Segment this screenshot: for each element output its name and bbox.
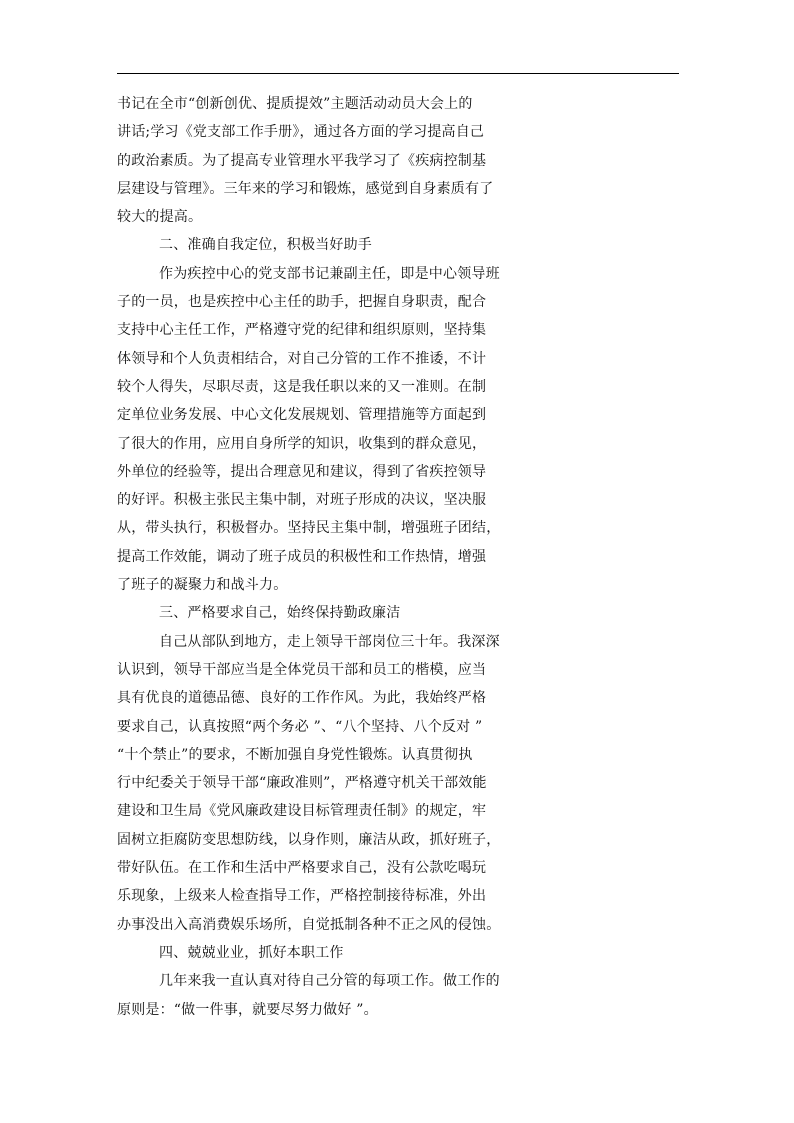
text-line: 支持中心主任工作，严格遵守党的纪律和组织原则，坚持集 [117,322,487,339]
text-line: 的好评。积极主张民主集中制，对班子形成的决议，坚决服 [117,492,487,509]
text-line: 体领导和个人负责相结合，对自己分管的工作不推诿，不计 [117,350,487,367]
text-line: 提高工作效能，调动了班子成员的积极性和工作热情，增强 [117,548,487,565]
text-line: 层建设与管理》。三年来的学习和锻炼，感觉到自身素质有了 [117,180,494,197]
text-line: 讲话;学习《党支部工作手册》，通过各方面的学习提高自己 [117,124,485,141]
text-line: 从，带头执行，积极督办。坚持民主集中制，增强班子团结， [117,520,501,537]
text-line: 书记在全市“创新创优、提质提效”主题活动动员大会上的 [117,96,473,112]
text-line: 较大的提高。 [117,209,203,226]
text-line: 固树立拒腐防变思想防线，以身作则，廉洁从政，抓好班子， [117,831,501,848]
text-line: 要求自己，认真按照“两个务必 ”、“八个坚持、八个反对 ” [117,718,483,735]
text-line: 自己从部队到地方，走上领导干部岗位三十年。我深深 [159,633,500,650]
text-line: 原则是：“做一件事，就要尽努力做好 ”。 [117,1001,378,1018]
text-line: 行中纪委关于领导干部“廉政准则”，严格遵守机关干部效能 [117,775,487,792]
text-line: 了很大的作用，应用自身所学的知识，收集到的群众意见， [117,435,487,452]
text-line: 带好队伍。在工作和生活中严格要求自己，没有公款吃喝玩 [117,860,487,877]
text-line: 子的一员，也是疾控中心主任的助手，把握自身职责，配合 [117,294,487,311]
text-line: 认识到，领导干部应当是全体党员干部和员工的楷模，应当 [117,661,487,678]
text-line: 外单位的经验等，提出合理意见和建议，得到了省疾控领导 [117,463,487,480]
text-line: 较个人得失，尽职尽责，这是我任职以来的又一准则。在制 [117,378,487,395]
text-line: 二、准确自我定位，积极当好助手 [159,237,372,254]
header-rule [117,73,679,74]
text-line: 具有优良的道德品德、良好的工作作风。为此，我始终严格 [117,690,487,707]
document-body [117,90,687,1024]
text-line: 了班子的凝聚力和战斗力。 [117,577,288,594]
text-line: 三、严格要求自己，始终保持勤政廉洁 [159,605,401,622]
text-line: “十个禁止”的要求，不断加强自身党性锻炼。认真贯彻执 [117,746,473,763]
text-line: 的政治素质。为了提高专业管理水平我学习了《疾病控制基 [117,152,487,169]
text-line: 建设和卫生局《党风廉政建设目标管理责任制》的规定，牢 [117,803,487,820]
text-line: 四、兢兢业业，抓好本职工作 [159,944,344,961]
text-line: 作为疾控中心的党支部书记兼副主任，即是中心领导班 [159,265,500,282]
text-line: 办事没出入高消费娱乐场所，自觉抵制各种不正之风的侵蚀。 [117,916,501,933]
text-line: 几年来我一直认真对待自己分管的每项工作。做工作的 [159,973,500,990]
text-line: 定单位业务发展、中心文化发展规划、管理措施等方面起到 [117,407,487,424]
text-line: 乐现象，上级来人检查指导工作，严格控制接待标准，外出 [117,888,487,905]
